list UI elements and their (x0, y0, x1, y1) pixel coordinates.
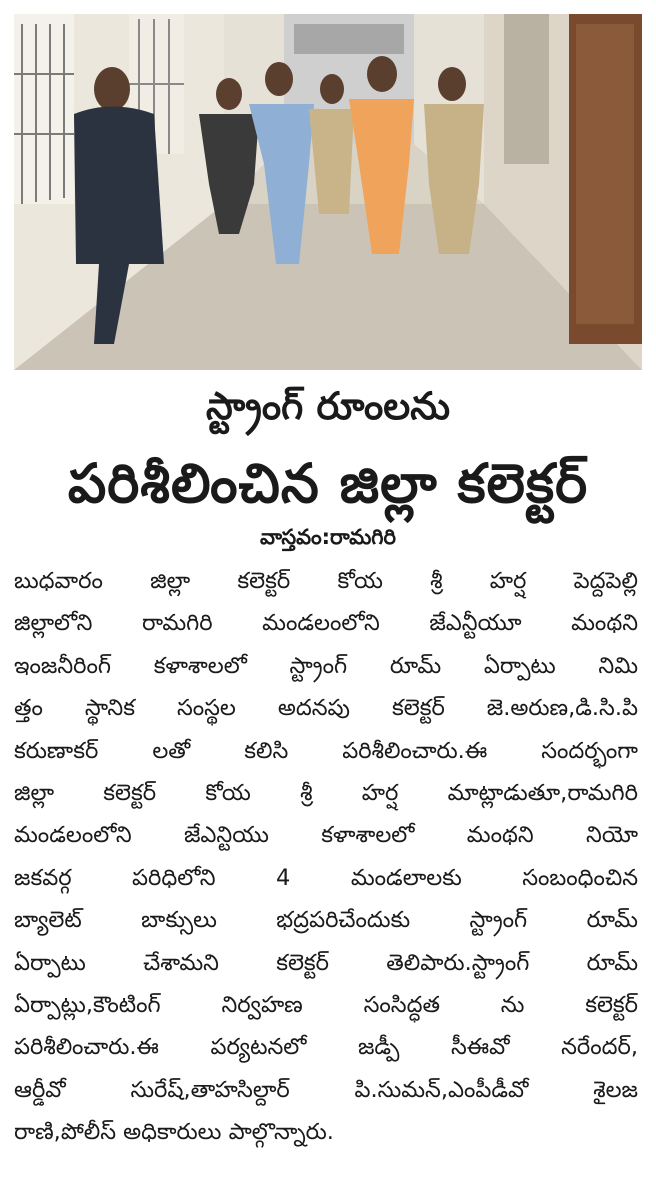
article-line: రాణి,పోలీస్ అధికారులు పాల్గొన్నారు. (14, 1119, 334, 1146)
article-line: త్తం స్థానిక సంస్థల అదనపు కలెక్టర్ జె.అరుణ,డి.సి.పి (14, 695, 638, 722)
article-line: ఆర్డీవో సురేష్,తాహసిల్దార్ పి.సుమన్,ఎంపీడీవో శైలజ (14, 1076, 638, 1103)
article-body (14, 560, 638, 1153)
article-line: మండలంలోని జేఎన్టియు కళాశాలలో మంథని నియో (14, 822, 638, 849)
article-line: ఏర్పాటు చేశామని కలెక్టర్ తెలిపారు.స్ట్రాంగ్ రూమ్ (14, 949, 638, 976)
headline: పరిశీలించిన జిల్లా కలెక్టర్ (67, 452, 589, 515)
article-line: బ్యాలెట్ బాక్సులు భద్రపరిచేందుకు స్ట్రాంగ్ రూమ్ (14, 907, 638, 934)
kicker: స్ట్రాంగ్ రూంలను (205, 384, 451, 428)
article-line: జిల్లా కలెక్టర్ కోయ శ్రీ హర్ష మాట్లాడుతూ,రామగిరి (14, 779, 638, 806)
article-line: ఏర్పాట్లు,కౌంటింగ్ నిర్వహణ సంసిద్ధత ను కలెక్టర్ (14, 991, 638, 1018)
article-line: బుధవారం జిల్లా కలెక్టర్ కోయ శ్రీ హర్ష పెద్దపెల్లి (14, 568, 638, 594)
article-line: జిల్లాలోని రామగిరి మండలంలోని జేఎన్టీయూ మంథని (14, 610, 638, 637)
article-line: ఇంజనీరింగ్ కళాశాలలో స్ట్రాంగ్ రూమ్ ఏర్పాటు నిమి (14, 652, 638, 679)
news-photo (14, 14, 642, 370)
article-line: జకవర్గ పరిధిలోని 4 మండలాలకు సంబంధించిన (14, 864, 638, 891)
article-line: కరుణాకర్ లతో కలిసి పరిశీలించారు.ఈ సందర్భంగా (14, 737, 638, 764)
article-line: పరిశీలించారు.ఈ పర్యటనలో జడ్పీ సీఈవో నరేందర్, (14, 1034, 638, 1061)
dateline: వాస్తవం:రామగిరి (259, 525, 396, 549)
